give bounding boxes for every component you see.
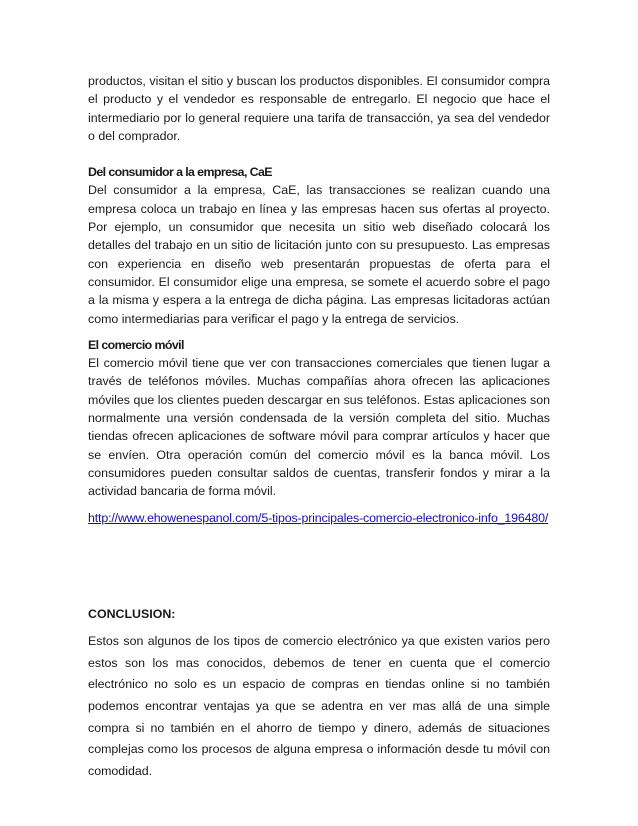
spacer <box>88 623 550 631</box>
spacer <box>88 328 550 336</box>
spacer <box>88 145 550 163</box>
conclusion-heading: CONCLUSION: <box>88 606 176 621</box>
conclusion-body: Estos son algunos de los tipos de comercio electrónico ya que existen varios pero estos son los mas conocidos, debemos de tener en cuenta que el comercio electrónico no solo es un espacio de compras en tiendas online si no también podemos encontrar ventajas ya que se adentra en ver mas allá de una simple compra si no también en el ahorro de tiempo y dinero, además de situaciones complejas como los procesos de alguna empresa o información desde tu móvil con comodidad. <box>88 634 550 778</box>
section-body-cae: Del consumidor a la empresa, CaE, las transacciones se realizan cuando una empresa coloca un trabajo en línea y las empresas hacen sus ofertas al proyecto. Por ejemplo, un consumidor que necesita un sitio web diseñado colocará los detalles del trabajo en un sitio de licitación junto con su presupuesto. Las empresas con experiencia en diseño web presentarán propuestas de oferta para el consumidor. El consumidor elige una empresa, se somete el acuerdo sobre el pago a la misma y espera a la entrega de dicha página. Las empresas licitadoras actúan como intermediarias para verificar el pago y la entrega de servicios. <box>88 183 550 326</box>
document-page <box>88 72 550 782</box>
section-heading-mobile-commerce: El comercio móvil <box>88 337 184 352</box>
spacer <box>88 527 550 605</box>
intro-paragraph: productos, visitan el sitio y buscan los productos disponibles. El consumidor compra el producto y el vendedor es responsable de entregarlo. El negocio que hace el intermediario por lo general requiere una tarifa de transacción, ya sea del vendedor o del comprador. <box>88 74 550 143</box>
section-heading-cae: Del consumidor a la empresa, CaE <box>88 165 272 180</box>
section-body-mobile-commerce: El comercio móvil tiene que ver con transacciones comerciales que tienen lugar a través de teléfonos móviles. Muchas compañías ahora ofrecen las aplicaciones móviles que los clientes pueden descargar en sus teléfonos. Estas aplicaciones son normalmente una versión condensada de la versión completa del sitio. Muchas tiendas ofrecen aplicaciones de software móvil para comprar artículos y hacer que se envíen. Otra operación común del comercio móvil es la banca móvil. Los consumidores pueden consultar saldos de cuentas, transferir fondos y mirar a la actividad bancaria de forma móvil. <box>88 356 550 499</box>
spacer <box>88 501 550 509</box>
source-link[interactable]: http://www.ehowenespanol.com/5-tipos-principales-comercio-electronico-info_196480/ <box>88 510 549 525</box>
